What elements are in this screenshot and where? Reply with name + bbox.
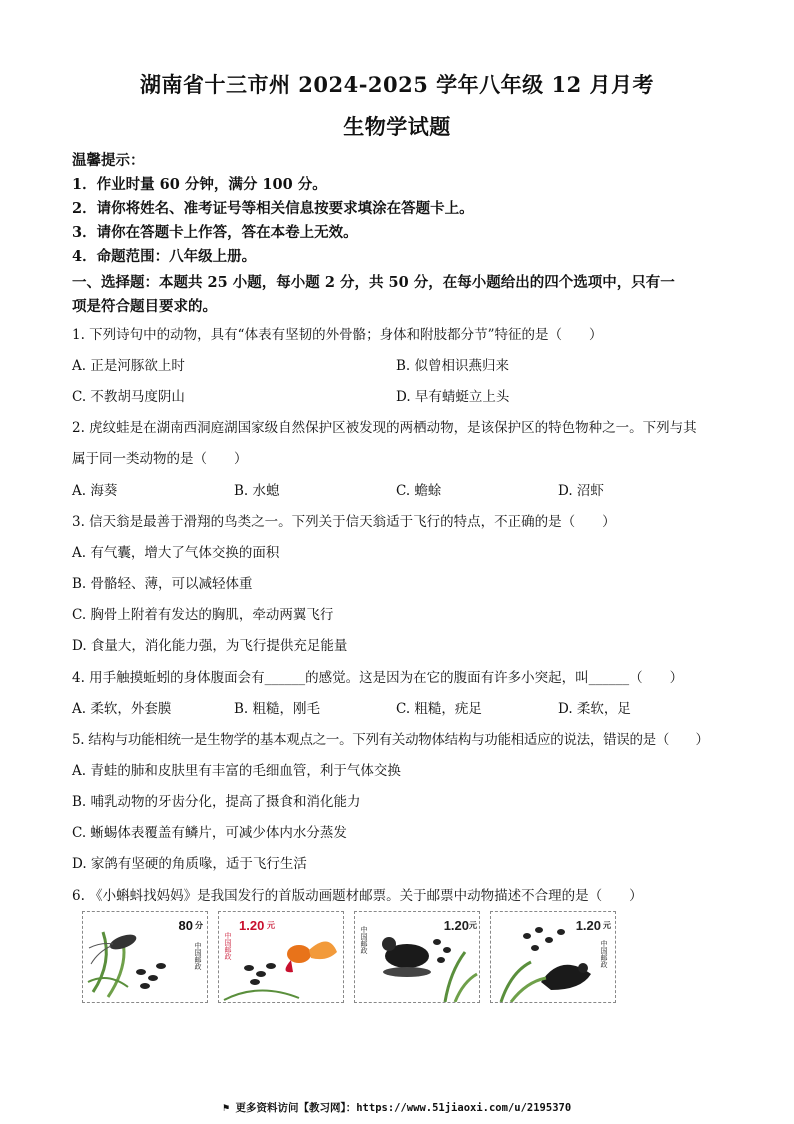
stamp-goldfish: [218, 911, 344, 1003]
question-2-option-b: B. 水螅: [234, 483, 280, 499]
question-3-option-d: D. 食量大，消化能力强，为飞行提供充足能量: [72, 638, 348, 654]
question-1-option-b: B. 似曾相识燕归来: [396, 358, 510, 374]
stamp-denomination: 80: [178, 918, 193, 933]
tips-heading: 温馨提示：: [72, 152, 145, 169]
question-5-option-d: D. 家鸽有坚硬的角质喙，适于飞行生活: [72, 856, 307, 872]
question-4-option-c: C. 粗糙，疣足: [396, 701, 482, 717]
stamp-turtle: [354, 911, 480, 1003]
question-3-option-c: C. 胸骨上附着有发达的胸肌，牵动两翼飞行: [72, 607, 334, 623]
question-3-stem: 3. 信天翁是最善于滑翔的鸟类之一。下列关于信天翁适于飞行的特点，不正确的是（ ）: [72, 514, 616, 530]
tip-item: 3．请你在答题卡上作答，答在本卷上无效。: [72, 224, 358, 241]
stamp-unit: 元: [603, 921, 611, 930]
page-subtitle: 生物学试题: [343, 114, 451, 139]
footer: [0, 1100, 794, 1115]
question-2-option-a: A. 海葵: [72, 483, 118, 499]
question-3-option-b: B. 骨骼轻、薄，可以减轻体重: [72, 576, 253, 592]
page-title: 湖南省十三市州 2024-2025 学年八年级 12 月月考: [139, 72, 655, 97]
flag-icon: ⚑: [222, 1102, 236, 1114]
question-1-stem: 1. 下列诗句中的动物，具有“体表有坚韧的外骨骼；身体和附肢都分节”特征的是（ ）: [72, 327, 603, 343]
stamp-country: 中国邮政: [224, 932, 232, 960]
tip-item: 2．请你将姓名、准考证号等相关信息按要求填涂在答题卡上。: [72, 200, 474, 217]
stamp-country: 中国邮政: [600, 940, 608, 968]
stamp-country: 中国邮政: [360, 926, 368, 954]
stamp-denomination: 1.20: [443, 918, 469, 933]
question-2-option-c: C. 蟾蜍: [396, 483, 442, 499]
question-1-option-d: D. 早有蜻蜓立上头: [396, 389, 510, 405]
question-2-stem-cont: 属于同一类动物的是（ ）: [72, 451, 248, 467]
goldfish-illustration: [219, 912, 344, 1003]
stamp-country: 中国邮政: [194, 942, 202, 970]
question-1-option-c: C. 不教胡马度阴山: [72, 389, 185, 405]
question-4-option-b: B. 粗糙，刚毛: [234, 701, 321, 717]
stamp-shrimp: [82, 911, 208, 1003]
question-4-option-a: A. 柔软，外套膜: [72, 701, 172, 717]
tip-item: 4．命题范围：八年级上册。: [72, 248, 257, 265]
question-5-option-b: B. 哺乳动物的牙齿分化，提高了摄食和消化能力: [72, 794, 361, 810]
question-4-stem: 4. 用手触摸蚯蚓的身体腹面会有______的感觉。这是因为在它的腹面有许多小突起，叫______（ ）: [72, 670, 684, 686]
section-heading: 一、选择题：本题共 25 小题，每小题 2 分，共 50 分，在每小题给出的四个选项中，只有一: [72, 274, 675, 291]
stamp-unit: 分: [195, 921, 203, 930]
question-5-option-a: A. 青蛙的肺和皮肤里有丰富的毛细血管，利于气体交换: [72, 763, 401, 779]
question-5-option-c: C. 蜥蜴体表覆盖有鳞片，可减少体内水分蒸发: [72, 825, 347, 841]
question-5-stem: 5. 结构与功能相统一是生物学的基本观点之一。下列有关动物体结构与功能相适应的说法，错误的是（ ）: [72, 732, 709, 748]
tip-item: 1．作业时量 60 分钟，满分 100 分。: [72, 176, 327, 193]
stamps-figure: [82, 911, 622, 1005]
footer-link[interactable]: 更多资料访问【教习网】：https://www.51jiaoxi.com/u/2195370: [235, 1102, 572, 1114]
question-1-option-a: A. 正是河豚欲上时: [72, 358, 185, 374]
stamp-unit: 元: [267, 921, 275, 930]
stamp-unit: 元: [469, 921, 477, 930]
section-heading-cont: 项是符合题目要求的。: [72, 298, 217, 315]
question-2-stem: 2. 虎纹蛙是在湖南西洞庭湖国家级自然保护区被发现的两栖动物，是该保护区的特色物种之一。下列与其: [72, 420, 697, 436]
question-4-option-d: D. 柔软，足: [558, 701, 631, 717]
stamp-denomination: 1.20: [239, 918, 265, 933]
stamp-frog: [490, 911, 616, 1003]
question-6-stem: 6. 《小蝌蚪找妈妈》是我国发行的首版动画题材邮票。关于邮票中动物描述不合理的是（ ）: [72, 888, 643, 904]
question-3-option-a: A. 有气囊，增大了气体交换的面积: [72, 545, 280, 561]
stamp-denomination: 1.20: [575, 918, 601, 933]
question-2-option-d: D. 沼虾: [558, 483, 604, 499]
